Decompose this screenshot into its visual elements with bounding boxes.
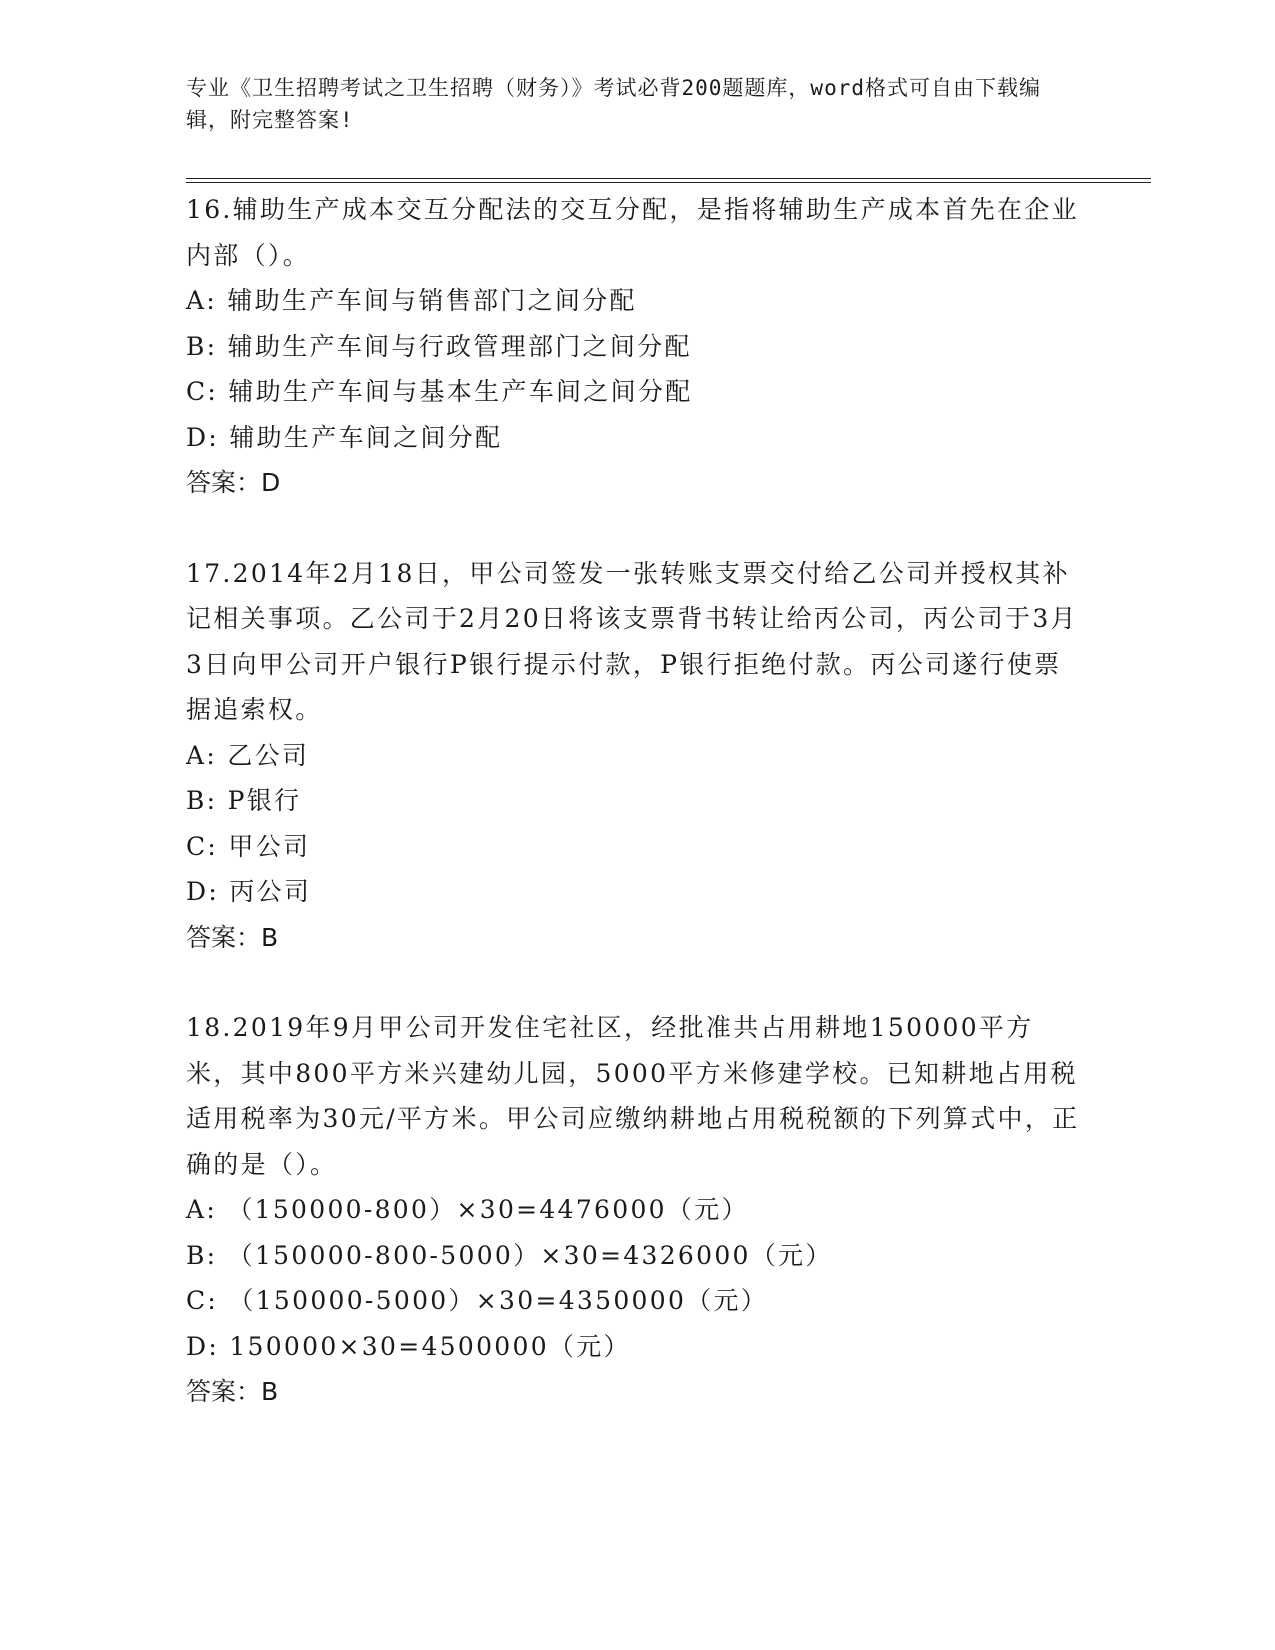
question-stem: 16.辅助生产成本交互分配法的交互分配，是指将辅助生产成本首先在企业内部（）。: [186, 195, 1079, 270]
question-list: [186, 187, 1086, 1460]
answer: 答案：B: [186, 1377, 279, 1406]
option-c: C: 辅助生产车间与基本生产车间之间分配: [186, 377, 693, 406]
question-stem: 18.2019年9月甲公司开发住宅社区，经批准共占用耕地150000平方米，其中800平方米兴建幼儿园，5000平方米修建学校。已知耕地占用税适用税率为30元/平方米。甲公司应缴纳耕地占用税税额的下列算式中，正确的是（）。: [186, 1013, 1080, 1179]
option-a: A: 乙公司: [186, 740, 310, 770]
option-d: D: 150000×30=4500000（元）: [186, 1331, 631, 1361]
answer: 答案：B: [186, 922, 279, 952]
header-rule-top: [186, 178, 1151, 179]
option-b: B: P银行: [186, 786, 302, 815]
question-16: [186, 187, 1086, 506]
question-17: [186, 551, 1086, 961]
option-d: D: 丙公司: [186, 877, 312, 906]
answer: 答案：D: [186, 468, 281, 497]
option-b: B: （150000-800-5000）×30=4326000（元）: [186, 1240, 833, 1270]
option-d: D: 辅助生产车间之间分配: [186, 422, 503, 452]
question-stem: 17.2014年2月18日，甲公司签发一张转账支票交付给乙公司并授权其补记相关事项。乙公司于2月20日将该支票背书转让给丙公司，丙公司于3月3日向甲公司开户银行P银行提示付款，P银行拒绝付款。丙公司遂行使票据追索权。: [186, 558, 1078, 724]
option-b: B: 辅助生产车间与行政管理部门之间分配: [186, 331, 692, 361]
question-18: [186, 1005, 1086, 1415]
option-c: C: （150000-5000）×30=4350000（元）: [186, 1286, 769, 1315]
option-c: C: 甲公司: [186, 831, 311, 861]
header-rule-bottom: [186, 182, 1151, 183]
option-a: A: （150000-800）×30=4476000（元）: [186, 1195, 749, 1224]
option-a: A: 辅助生产车间与销售部门之间分配: [186, 286, 637, 315]
document-header: 专业《卫生招聘考试之卫生招聘（财务）》考试必背200题题库，word格式可自由下载编辑，附完整答案!: [186, 76, 1041, 132]
